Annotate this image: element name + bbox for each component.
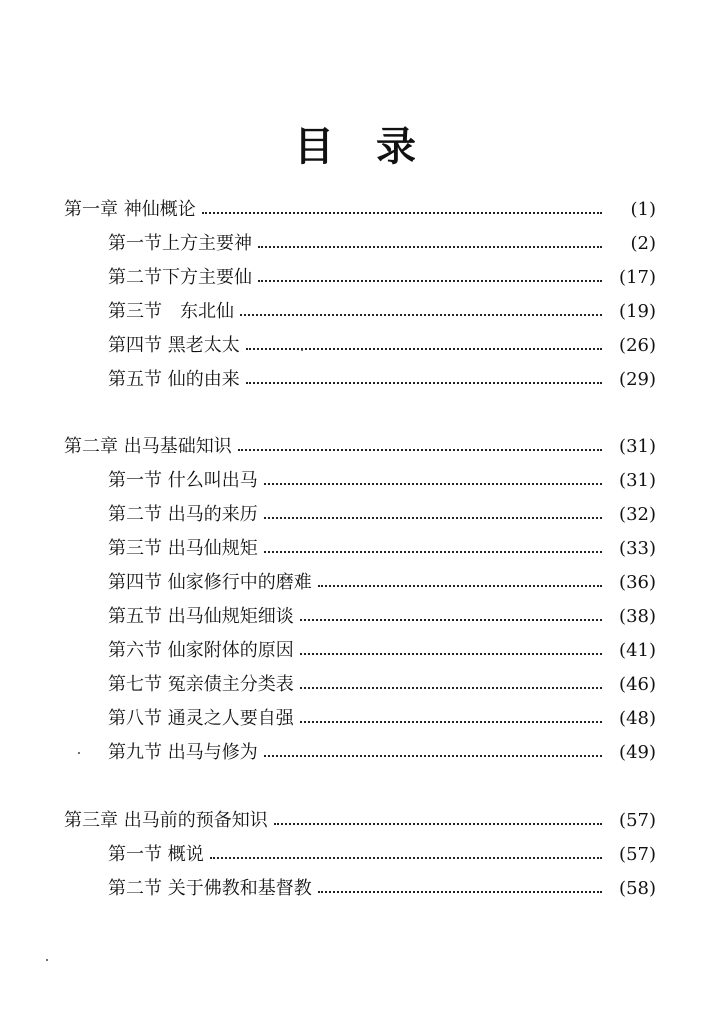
toc-leader (300, 721, 602, 723)
toc-page-number: (33) (619, 538, 656, 559)
toc-page-number: (57) (619, 844, 656, 865)
toc-leader (246, 382, 602, 384)
toc-entry-label: 第一节 概说 (108, 844, 204, 865)
toc-entry-chapter-2 (64, 432, 656, 456)
toc-leader (318, 891, 602, 893)
toc-leader (264, 755, 602, 757)
toc-page-number: (17) (619, 267, 656, 288)
toc-entry-label: 第八节 通灵之人要自强 (108, 708, 294, 729)
toc-page-number: (32) (619, 504, 656, 525)
toc-entry-label: 第二节 关于佛教和基督教 (108, 878, 312, 899)
toc-entry-label: 第二节下方主要仙 (108, 267, 252, 288)
toc-page-number: (36) (619, 572, 656, 593)
toc-entry-section-3-1 (108, 840, 656, 864)
toc-entry-section-2-8 (108, 704, 656, 728)
toc-entry-section-2-6 (108, 636, 656, 660)
toc-page-number: (46) (619, 674, 656, 695)
toc-entry-label: 第五节 仙的由来 (108, 369, 240, 390)
toc-entry-chapter-3 (64, 806, 656, 830)
page-title: 目 录 (294, 122, 430, 170)
toc-entry-label: 第三节 东北仙 (108, 301, 234, 322)
toc-entry-section-1-5 (108, 365, 656, 389)
toc-entry-section-2-4 (108, 568, 656, 592)
toc-page-number: (2) (630, 233, 656, 254)
toc-leader (240, 314, 602, 316)
toc-leader (246, 348, 602, 350)
toc-leader (258, 280, 602, 282)
toc-leader (238, 449, 602, 451)
toc-entry-section-2-7 (108, 670, 656, 694)
toc-page-number: (57) (619, 810, 656, 831)
scan-speck (301, 349, 303, 351)
toc-entry-label: 第四节 仙家修行中的磨难 (108, 572, 312, 593)
toc-leader (202, 212, 602, 214)
toc-entry-section-2-2 (108, 500, 656, 524)
toc-entry-label: 第三章 出马前的预备知识 (64, 810, 268, 831)
toc-page-number: (29) (619, 369, 656, 390)
toc-leader (274, 823, 602, 825)
toc-entry-section-2-3 (108, 534, 656, 558)
toc-entry-label: 第五节 出马仙规矩细谈 (108, 606, 294, 627)
toc-entry-label: 第七节 冤亲债主分类表 (108, 674, 294, 695)
toc-entry-chapter-1 (64, 195, 656, 219)
toc-leader (210, 857, 602, 859)
toc-entry-section-2-1 (108, 466, 656, 490)
toc-entry-section-3-2 (108, 874, 656, 898)
toc-entry-label: 第一节上方主要神 (108, 233, 252, 254)
toc-page-number: (1) (630, 199, 656, 220)
toc-entry-section-2-5 (108, 602, 656, 626)
toc-leader (264, 483, 602, 485)
toc-entry-section-1-3 (108, 297, 656, 321)
toc-entry-label: 第二章 出马基础知识 (64, 436, 232, 457)
toc-leader (318, 585, 602, 587)
toc-page-number: (49) (619, 742, 656, 763)
toc-entry-label: 第一章 神仙概论 (64, 199, 196, 220)
toc-page-number: (38) (619, 606, 656, 627)
toc-entry-section-1-2 (108, 263, 656, 287)
toc-leader (264, 517, 602, 519)
toc-leader (300, 619, 602, 621)
toc-entry-section-2-9 (108, 738, 656, 762)
toc-page-number: (48) (619, 708, 656, 729)
toc-entry-section-1-4 (108, 331, 656, 355)
toc-page-number: (26) (619, 335, 656, 356)
toc-page-number: (41) (619, 640, 656, 661)
toc-page-number: (31) (619, 470, 656, 491)
toc-entry-label: 第二节 出马的来历 (108, 504, 258, 525)
toc-leader (258, 246, 602, 248)
toc-entry-label: 第三节 出马仙规矩 (108, 538, 258, 559)
scan-speck (78, 752, 80, 754)
toc-entry-label: 第六节 仙家附体的原因 (108, 640, 294, 661)
toc-entry-section-1-1 (108, 229, 656, 253)
toc-entry-label: 第四节 黑老太太 (108, 335, 240, 356)
toc-leader (264, 551, 602, 553)
toc-entry-label: 第一节 什么叫出马 (108, 470, 258, 491)
scan-speck (46, 959, 48, 961)
toc-page-number: (19) (619, 301, 656, 322)
toc-page-number: (31) (619, 436, 656, 457)
toc-leader (300, 653, 602, 655)
toc-page-number: (58) (619, 878, 656, 899)
toc-leader (300, 687, 602, 689)
toc-entry-label: 第九节 出马与修为 (108, 742, 258, 763)
